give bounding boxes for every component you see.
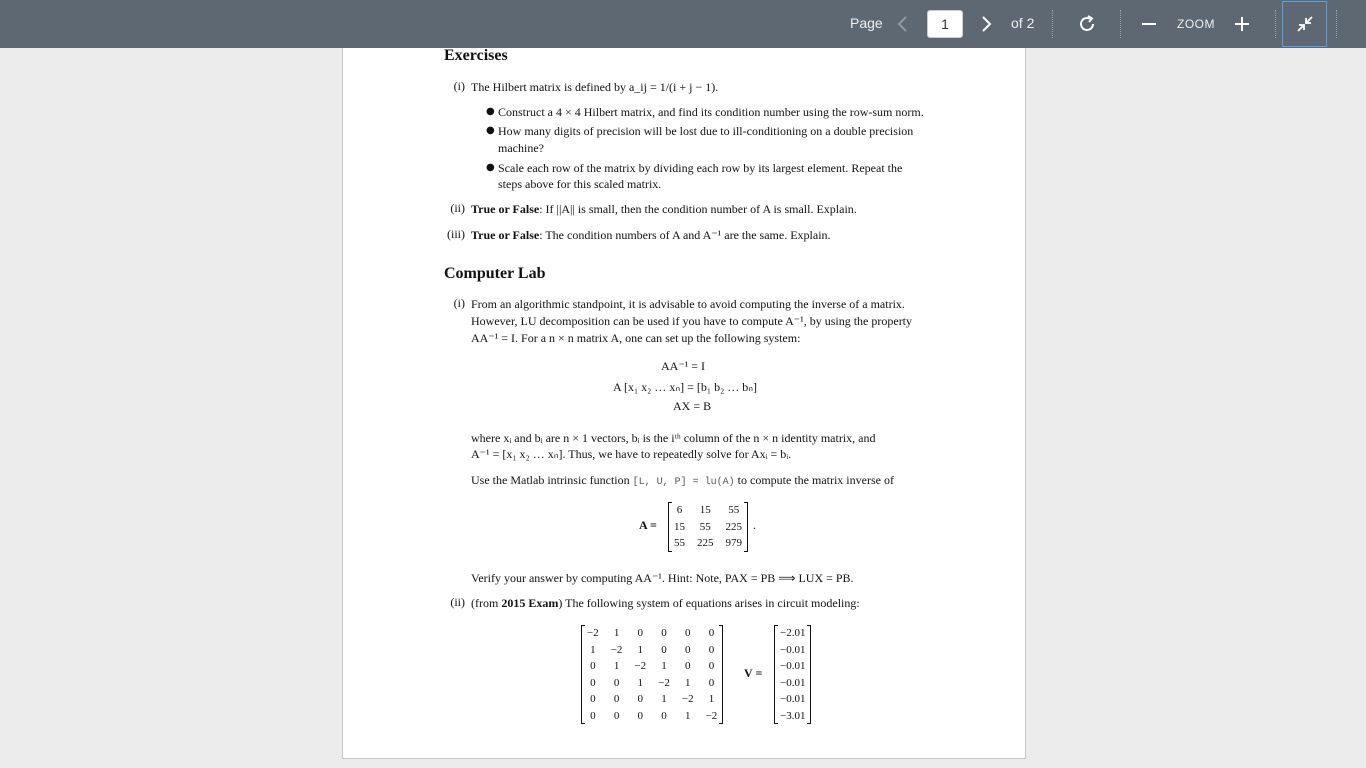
zoom-label: ZOOM	[1177, 17, 1215, 31]
paragraph-line: where xᵢ and bᵢ are n × 1 vectors, bᵢ is the iᵗʰ column of the n × n identity matrix, and	[471, 431, 876, 445]
bullet-text: How many digits of precision will be lost due to ill-conditioning on a double precision	[498, 124, 914, 138]
matrix-cell: 1	[708, 693, 715, 706]
paragraph-line	[471, 472, 894, 491]
bullet-text: steps above for this scaled matrix.	[498, 177, 662, 191]
equation: AA⁻¹ = I	[661, 359, 706, 373]
document-page	[342, 48, 1026, 759]
matrix-cell: 0	[661, 627, 667, 640]
zoom-in-button[interactable]	[1230, 12, 1254, 36]
equation: A [x₁ x₂ … xₙ] = [b₁ b₂ … bₙ]	[613, 380, 758, 394]
bullet-icon: ●	[486, 162, 495, 173]
exit-fullscreen-button[interactable]	[1282, 1, 1327, 47]
matrix-cell: 1	[613, 660, 620, 673]
matrix-cell: 0	[590, 676, 596, 689]
previous-page-button[interactable]	[891, 12, 915, 36]
exercise-rest: : The condition numbers of A and A⁻¹ are the same. Explain.	[539, 228, 831, 242]
matrix-cell: 0	[684, 643, 691, 656]
matrix-M	[581, 625, 723, 724]
matrix-cell: 0	[613, 693, 620, 706]
vector-cell: −3.01	[780, 709, 806, 722]
matrix-A	[668, 502, 748, 552]
next-page-button[interactable]	[974, 12, 998, 36]
toolbar-divider	[1052, 10, 1053, 38]
matrix-cell: 6	[676, 504, 683, 517]
chevron-left-icon	[891, 12, 915, 36]
matrix-cell: 55	[674, 537, 685, 550]
item-number: (ii)	[450, 595, 465, 609]
item-number: (iii)	[447, 227, 465, 241]
code-snippet: [L, U, P] = lu(A)	[632, 477, 735, 488]
matrix-cell: 0	[684, 627, 691, 640]
matrix-cell: 1	[684, 676, 691, 689]
matrix-cell: −2	[610, 643, 623, 656]
bullet-icon: ●	[486, 125, 495, 136]
matrix-cell: 0	[590, 709, 596, 722]
vector-cell: −0.01	[780, 643, 806, 656]
matrix-cell: 979	[725, 537, 742, 550]
exercise-bold: True or False	[471, 228, 540, 242]
matrix-cell: 0	[661, 643, 667, 656]
vector-cell: −2.01	[780, 627, 806, 640]
matrix-cell: −2	[634, 660, 647, 673]
matrix-cell: 0	[708, 660, 715, 673]
vector-cell: −0.01	[780, 660, 806, 673]
matrix-cell: 55	[728, 504, 740, 517]
exercise-text: The Hilbert matrix is defined by a_ij = 1/(i + j − 1).	[471, 80, 719, 94]
page-count-label: of 2	[1011, 15, 1035, 31]
pdf-toolbar	[0, 0, 1366, 48]
vector-rhs	[774, 625, 811, 724]
rotate-button[interactable]	[1075, 12, 1099, 36]
matrix-cell: 1	[684, 709, 691, 722]
paragraph-line: From an algorithmic standpoint, it is advisable to avoid computing the inverse of a matrix.	[471, 297, 905, 311]
toolbar-divider	[1336, 10, 1337, 38]
matrix-cell: 0	[684, 660, 691, 673]
matrix-cell: 1	[637, 643, 644, 656]
exercises-heading: Exercises	[444, 47, 508, 64]
matrix-cell: 0	[708, 676, 715, 689]
minus-icon	[1137, 12, 1161, 36]
item-number: (i)	[453, 296, 465, 310]
matrix-cell: 225	[697, 537, 714, 550]
matrix-cell: −2	[587, 627, 599, 640]
text-segment: to compute the matrix inverse of	[734, 473, 894, 487]
vector-cell: −0.01	[780, 676, 806, 689]
plus-icon	[1230, 12, 1254, 36]
page-number-input[interactable]: 1	[927, 10, 963, 38]
chevron-right-icon	[974, 12, 998, 36]
paragraph-line: Verify your answer by computing AA⁻¹. Hint: Note, PAX = PB ⟹ LUX = PB.	[471, 571, 854, 585]
text-segment: ) The following system of equations arises in circuit modeling:	[558, 596, 860, 610]
matrix-cell: 1	[661, 660, 667, 673]
vector-cell: −0.01	[780, 693, 806, 706]
exercise-text	[471, 227, 831, 244]
matrix-cell: 0	[613, 676, 620, 689]
collapse-icon	[1295, 14, 1315, 34]
toolbar-divider	[1120, 10, 1121, 38]
matrix-cell: 1	[613, 627, 620, 640]
paragraph-line: However, LU decomposition can be used if you have to compute A⁻¹, by using the property	[471, 314, 913, 328]
exercise-rest: : If ||A|| is small, then the condition number of A is small. Explain.	[539, 202, 857, 216]
toolbar-divider	[1275, 10, 1276, 38]
matrix-cell: 0	[637, 627, 644, 640]
matrix-cell: 1	[590, 643, 596, 656]
paragraph-line: AA⁻¹ = I. For a n × n matrix A, one can set up the following system:	[471, 331, 801, 345]
vector-label: V =	[744, 666, 763, 680]
matrix-label: A =	[639, 518, 657, 532]
matrix-cell: 15	[674, 520, 685, 533]
text-segment: Use the Matlab intrinsic function	[471, 473, 633, 487]
matrix-cell: 0	[661, 709, 667, 722]
computer-lab-heading: Computer Lab	[444, 265, 546, 282]
matrix-cell: 0	[613, 709, 620, 722]
matrix-cell: 0	[637, 693, 644, 706]
matrix-cell: 0	[708, 643, 715, 656]
matrix-cell: 1	[661, 693, 667, 706]
item-number: (i)	[453, 79, 465, 93]
matrix-cell: −2	[681, 693, 694, 706]
matrix-end: .	[753, 518, 756, 532]
matrix-cell: 1	[637, 676, 644, 689]
matrix-cell: −2	[658, 676, 670, 689]
bullet-text: Construct a 4 × 4 Hilbert matrix, and find its condition number using the row-sum norm.	[498, 105, 924, 119]
bullet-icon: ●	[486, 106, 495, 117]
paragraph-line: A⁻¹ = [x₁ x₂ … xₙ]. Thus, we have to repeatedly solve for Axᵢ = bᵢ.	[471, 447, 792, 461]
equation: AX = B	[673, 399, 712, 413]
zoom-out-button[interactable]	[1137, 12, 1161, 36]
rotate-icon	[1075, 12, 1099, 36]
text-segment: (from	[471, 596, 502, 610]
matrix-cell: 0	[590, 693, 596, 706]
page-label: Page	[850, 15, 883, 31]
item-number: (ii)	[450, 201, 465, 215]
paragraph-line	[471, 595, 860, 612]
bullet-text: machine?	[498, 141, 544, 155]
matrix-cell: 15	[699, 504, 711, 517]
text-bold: 2015 Exam	[501, 596, 559, 610]
matrix-cell: 0	[637, 709, 644, 722]
exercise-text	[471, 201, 857, 218]
matrix-cell: −2	[705, 709, 718, 722]
bullet-text: Scale each row of the matrix by dividing each row by its largest element. Repeat the	[498, 161, 903, 175]
matrix-cell: 225	[725, 520, 742, 533]
matrix-cell: 0	[708, 627, 715, 640]
matrix-cell: 55	[699, 520, 711, 533]
exercise-bold: True or False	[471, 202, 540, 216]
matrix-cell: 0	[590, 660, 596, 673]
